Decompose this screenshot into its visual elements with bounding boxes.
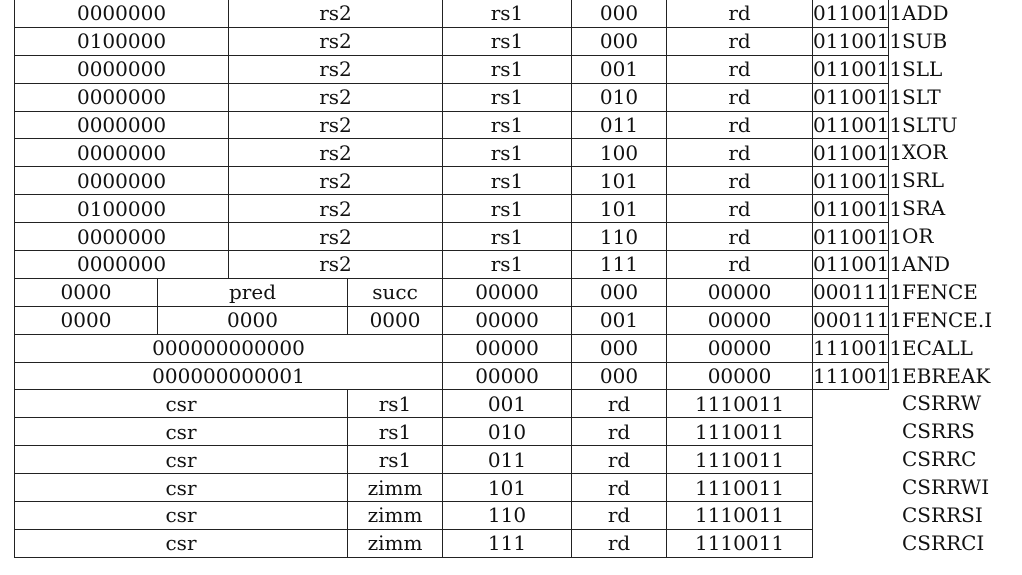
table-row [15, 390, 889, 418]
opcode-cell: 0001111 [813, 308, 903, 333]
table-row [15, 27, 889, 55]
opcode-cell: 0110011 [813, 85, 903, 110]
table-row [15, 306, 889, 334]
opcode-cell: 1110011 [667, 446, 813, 474]
rd-cell: 00000 [667, 362, 813, 390]
funct7-cell: 0000000 [15, 55, 229, 83]
table-row [15, 474, 889, 502]
instruction-mnemonic: FENCE [902, 279, 978, 304]
rs1-cell: zimm [348, 502, 443, 530]
opcode-cell: 0110011 [813, 1, 903, 26]
table-row [15, 446, 889, 474]
funct7-cell: 0000000 [15, 251, 229, 279]
table-row [15, 0, 889, 27]
rs2-cell: rs2 [229, 195, 443, 223]
table-row [15, 362, 889, 390]
funct3-cell: 101 [572, 167, 667, 195]
rd-cell: rd [667, 251, 813, 279]
fm-cell: 0000 [15, 278, 158, 306]
funct3-cell: 000 [572, 27, 667, 55]
rd-cell: 00000 [667, 278, 813, 306]
funct7-cell: 0100000 [15, 27, 229, 55]
rs1-cell: 00000 [443, 362, 572, 390]
funct3-cell: 101 [443, 474, 572, 502]
rs1-cell: zimm [348, 474, 443, 502]
rs1-cell: 00000 [443, 278, 572, 306]
funct3-cell: 001 [572, 306, 667, 334]
fm-cell: 0000 [15, 306, 158, 334]
rs1-cell: rs1 [443, 55, 572, 83]
rs1-cell: rs1 [443, 27, 572, 55]
funct3-cell: 011 [572, 111, 667, 139]
opcode-cell: 1110011 [667, 474, 813, 502]
funct3-cell: 111 [443, 529, 572, 557]
rs2-cell: rs2 [229, 139, 443, 167]
funct3-cell: 101 [572, 195, 667, 223]
rs1-cell: rs1 [443, 111, 572, 139]
table-row [15, 55, 889, 83]
opcode-cell: 0001111 [813, 280, 903, 305]
rd-cell: 00000 [667, 334, 813, 362]
csr-cell: csr [15, 474, 348, 502]
rd-cell: rd [572, 502, 667, 530]
rs2-cell: rs2 [229, 111, 443, 139]
rs1-cell: rs1 [348, 446, 443, 474]
rs1-cell: rs1 [443, 223, 572, 251]
opcode-cell: 0110011 [813, 140, 903, 165]
csr-cell: csr [15, 446, 348, 474]
instruction-mnemonic: CSRRS [902, 419, 975, 444]
funct3-cell: 100 [572, 139, 667, 167]
funct3-cell: 010 [443, 418, 572, 446]
rs2-cell: rs2 [229, 223, 443, 251]
instruction-mnemonic: SLT [902, 84, 941, 109]
rs1-cell: rs1 [443, 0, 572, 27]
instruction-mnemonic: ADD [902, 1, 949, 25]
opcode-cell: 0110011 [813, 57, 903, 82]
succ-cell: succ [348, 278, 443, 306]
rs1-cell: zimm [348, 529, 443, 557]
funct7-cell: 0100000 [15, 195, 229, 223]
instruction-mnemonic: FENCE.I [902, 307, 993, 332]
funct12-cell: 000000000001 [15, 362, 443, 390]
funct3-cell: 001 [443, 390, 572, 418]
rs1-cell: rs1 [443, 251, 572, 279]
table-row [15, 111, 889, 139]
instruction-mnemonic: CSRRW [902, 391, 982, 416]
funct3-cell: 000 [572, 362, 667, 390]
rd-cell: rd [572, 390, 667, 418]
funct3-cell: 011 [443, 446, 572, 474]
funct3-cell: 110 [443, 502, 572, 530]
table-row [15, 195, 889, 223]
funct3-cell: 000 [572, 0, 667, 27]
instruction-mnemonic: OR [902, 224, 934, 249]
rs2-cell: rs2 [229, 55, 443, 83]
funct3-cell: 000 [572, 334, 667, 362]
csr-cell: csr [15, 390, 348, 418]
rd-cell: rd [667, 139, 813, 167]
instruction-mnemonic: XOR [902, 140, 948, 165]
rs1-cell: 00000 [443, 334, 572, 362]
pred-cell: pred [158, 278, 348, 306]
opcode-cell: 0110011 [813, 29, 903, 54]
table-row [15, 502, 889, 530]
instruction-mnemonic: SRA [902, 196, 946, 221]
funct3-cell: 000 [572, 278, 667, 306]
funct7-cell: 0000000 [15, 83, 229, 111]
rd-cell: rd [572, 446, 667, 474]
rs1-cell: 00000 [443, 306, 572, 334]
table-row [15, 251, 889, 279]
rd-cell: rd [667, 55, 813, 83]
rd-cell: rd [667, 83, 813, 111]
rs2-cell: rs2 [229, 0, 443, 27]
rs2-cell: rs2 [229, 83, 443, 111]
csr-cell: csr [15, 502, 348, 530]
rs1-cell: rs1 [443, 167, 572, 195]
rd-cell: rd [667, 27, 813, 55]
pred-cell: 0000 [158, 306, 348, 334]
opcode-cell: 1110011 [667, 390, 813, 418]
csr-cell: csr [15, 529, 348, 557]
opcode-cell: 0110011 [813, 168, 903, 193]
rd-cell: rd [572, 474, 667, 502]
csr-cell: csr [15, 418, 348, 446]
table-row [15, 334, 889, 362]
funct7-cell: 0000000 [15, 139, 229, 167]
table-row [15, 529, 889, 557]
rd-cell: rd [667, 0, 813, 27]
opcode-cell: 0110011 [813, 252, 903, 277]
funct12-cell: 000000000000 [15, 334, 443, 362]
succ-cell: 0000 [348, 306, 443, 334]
instruction-mnemonic: AND [902, 252, 950, 277]
instruction-mnemonic: CSRRCI [902, 530, 985, 555]
opcode-cell: 1110011 [667, 502, 813, 530]
instruction-mnemonic: SLL [902, 56, 943, 81]
funct7-cell: 0000000 [15, 111, 229, 139]
opcode-cell: 0110011 [813, 224, 903, 249]
funct7-cell: 0000000 [15, 223, 229, 251]
rd-cell: rd [667, 195, 813, 223]
instruction-mnemonic: SUB [902, 28, 948, 53]
opcode-cell: 0110011 [813, 112, 903, 137]
rs1-cell: rs1 [443, 195, 572, 223]
instruction-mnemonic: CSRRSI [902, 503, 983, 528]
instruction-encoding-table [14, 0, 903, 558]
rs1-cell: rs1 [348, 390, 443, 418]
instruction-mnemonic: ECALL [902, 335, 973, 360]
opcode-cell: 1110011 [667, 418, 813, 446]
instruction-mnemonic: SRL [902, 168, 945, 193]
rs2-cell: rs2 [229, 251, 443, 279]
table-row [15, 83, 889, 111]
funct3-cell: 111 [572, 251, 667, 279]
rs1-cell: rs1 [348, 418, 443, 446]
rs1-cell: rs1 [443, 83, 572, 111]
opcode-cell: 1110011 [667, 529, 813, 557]
rs2-cell: rs2 [229, 167, 443, 195]
funct7-cell: 0000000 [15, 0, 229, 27]
rd-cell: rd [572, 418, 667, 446]
table-row [15, 418, 889, 446]
rs2-cell: rs2 [229, 27, 443, 55]
rd-cell: 00000 [667, 306, 813, 334]
table-row [15, 278, 889, 306]
funct3-cell: 110 [572, 223, 667, 251]
opcode-cell: 0110011 [813, 196, 903, 221]
instruction-mnemonic: CSRRC [902, 447, 977, 472]
opcode-cell: 1110011 [813, 364, 903, 388]
rs1-cell: rs1 [443, 139, 572, 167]
funct3-cell: 001 [572, 55, 667, 83]
opcode-cell: 1110011 [813, 336, 903, 361]
table-row [15, 139, 889, 167]
table-row [15, 167, 889, 195]
rd-cell: rd [572, 529, 667, 557]
funct7-cell: 0000000 [15, 167, 229, 195]
rd-cell: rd [667, 223, 813, 251]
rd-cell: rd [667, 111, 813, 139]
rd-cell: rd [667, 167, 813, 195]
mnemonic-column [902, 0, 992, 558]
instruction-mnemonic: EBREAK [902, 363, 991, 388]
instruction-mnemonic: CSRRWI [902, 475, 990, 500]
funct3-cell: 010 [572, 83, 667, 111]
table-row [15, 223, 889, 251]
instruction-mnemonic: SLTU [902, 112, 958, 137]
